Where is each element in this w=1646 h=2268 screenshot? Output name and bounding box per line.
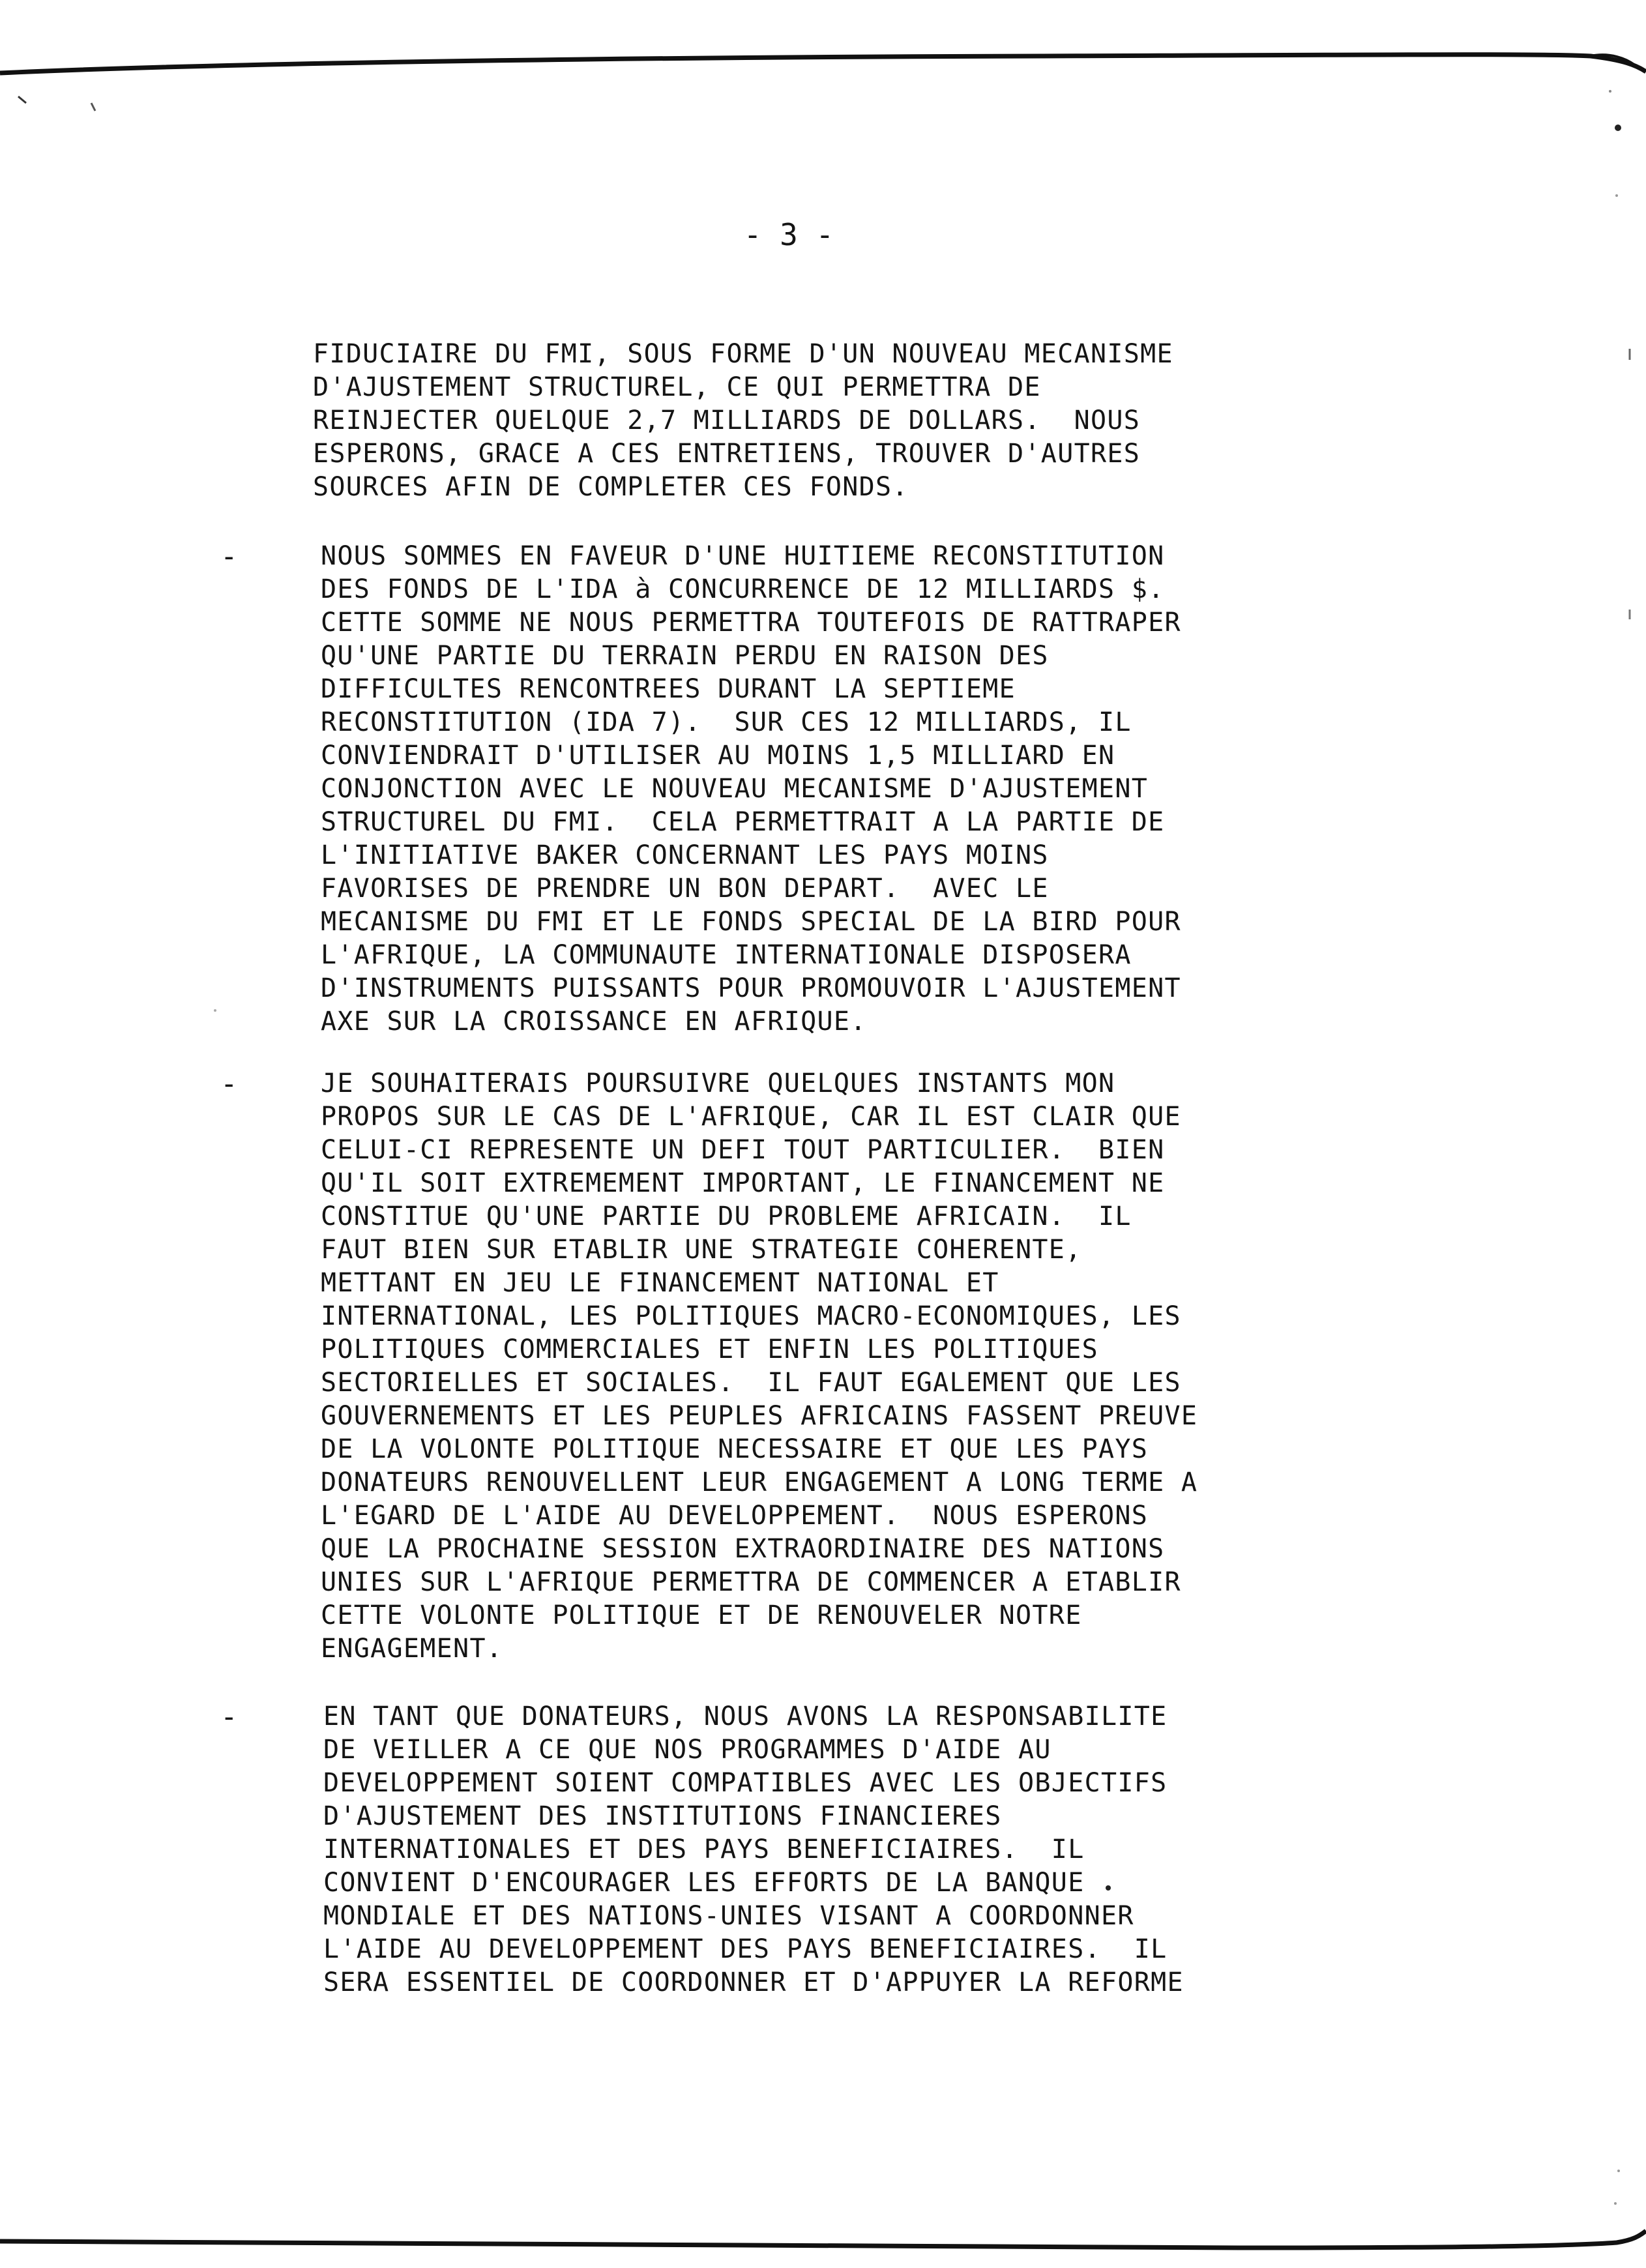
paragraph-donateurs [323, 1700, 1184, 1999]
text-line: CELUI-CI REPRESENTE UN DEFI TOUT PARTICULIER. BIEN [321, 1135, 1165, 1165]
text-line: MECANISME DU FMI ET LE FONDS SPECIAL DE LA BIRD POUR [321, 907, 1181, 937]
text-line: QU'UNE PARTIE DU TERRAIN PERDU EN RAISON DES [321, 641, 1049, 671]
text-line: D'AJUSTEMENT STRUCTUREL, CE QUI PERMETTRA DE [313, 372, 1041, 402]
top-border-line [0, 55, 1646, 73]
text-line: FIDUCIAIRE DU FMI, SOUS FORME D'UN NOUVEAU MECANISME [313, 339, 1173, 369]
bullet-dash: - [220, 540, 238, 573]
text-line: INTERNATIONALES ET DES PAYS BENEFICIAIRES. IL [323, 1834, 1085, 1864]
paragraph-fmi-continuation [313, 338, 1173, 504]
text-line: UNIES SUR L'AFRIQUE PERMETTRA DE COMMENCER A ETABLIR [321, 1567, 1181, 1597]
text-line: SERA ESSENTIEL DE COORDONNER ET D'APPUYER LA REFORME [323, 1967, 1184, 1997]
text-line: DIFFICULTES RENCONTREES DURANT LA SEPTIEME [321, 674, 1016, 704]
text-line: AXE SUR LA CROISSANCE EN AFRIQUE. [321, 1007, 867, 1037]
scan-speck-right-7 [1614, 2202, 1617, 2205]
text-line: STRUCTUREL DU FMI. CELA PERMETTRAIT A LA PARTIE DE [321, 807, 1165, 837]
scan-speck-right-1 [1615, 125, 1621, 131]
text-line: RECONSTITUTION (IDA 7). SUR CES 12 MILLIARDS, IL [321, 707, 1132, 737]
text-line: MONDIALE ET DES NATIONS-UNIES VISANT A COORDONNER [323, 1901, 1134, 1931]
bottom-border-line [0, 2231, 1646, 2248]
text-line: JE SOUHAITERAIS POURSUIVRE QUELQUES INSTANTS MON [321, 1068, 1115, 1098]
paragraph-ida-reconstitution [321, 540, 1181, 1038]
text-line: DEVELOPPEMENT SOIENT COMPATIBLES AVEC LES OBJECTIFS [323, 1768, 1168, 1798]
bullet-dash: - [220, 1067, 238, 1100]
bullet-dash: - [220, 1700, 238, 1733]
page-number: - 3 - [743, 217, 834, 252]
text-line: D'INSTRUMENTS PUISSANTS POUR PROMOUVOIR L'AJUSTEMENT [321, 973, 1181, 1003]
text-line: CETTE SOMME NE NOUS PERMETTRA TOUTEFOIS DE RATTRAPER [321, 608, 1181, 638]
scan-speck-left-1 [214, 1009, 216, 1012]
text-line: CONJONCTION AVEC LE NOUVEAU MECANISME D'AJUSTEMENT [321, 774, 1149, 804]
text-line: DES FONDS DE L'IDA à CONCURRENCE DE 12 MILLIARDS $. [321, 574, 1165, 604]
text-line: CONSTITUE QU'UNE PARTIE DU PROBLEME AFRICAIN. IL [321, 1201, 1132, 1231]
text-line: QU'IL SOIT EXTREMEMENT IMPORTANT, LE FINANCEMENT NE [321, 1168, 1165, 1198]
text-line: FAVORISES DE PRENDRE UN BON DEPART. AVEC LE [321, 874, 1049, 904]
scan-speck-right-4 [1609, 90, 1611, 93]
scan-speck-right-5 [1615, 194, 1618, 197]
text-line: PROPOS SUR LE CAS DE L'AFRIQUE, CAR IL EST CLAIR QUE [321, 1102, 1181, 1132]
text-line: SECTORIELLES ET SOCIALES. IL FAUT EGALEMENT QUE LES [321, 1368, 1181, 1398]
text-line: FAUT BIEN SUR ETABLIR UNE STRATEGIE COHERENTE, [321, 1235, 1082, 1265]
text-line: CONVIENDRAIT D'UTILISER AU MOINS 1,5 MILLIARD EN [321, 741, 1115, 771]
scan-speck-tl-2 [91, 103, 95, 111]
text-line: L'AFRIQUE, LA COMMUNAUTE INTERNATIONALE DISPOSERA [321, 940, 1132, 970]
text-line: EN TANT QUE DONATEURS, NOUS AVONS LA RESPONSABILITE [323, 1701, 1168, 1731]
text-line: NOUS SOMMES EN FAVEUR D'UNE HUITIEME RECONSTITUTION [321, 541, 1165, 571]
text-line: METTANT EN JEU LE FINANCEMENT NATIONAL ET [321, 1268, 999, 1298]
text-line: L'INITIATIVE BAKER CONCERNANT LES PAYS MOINS [321, 840, 1049, 870]
text-line: GOUVERNEMENTS ET LES PEUPLES AFRICAINS FASSENT PREUVE [321, 1401, 1198, 1431]
text-line: SOURCES AFIN DE COMPLETER CES FONDS. [313, 472, 909, 502]
text-line: DE LA VOLONTE POLITIQUE NECESSAIRE ET QUE LES PAYS [321, 1434, 1149, 1464]
text-line: D'AJUSTEMENT DES INSTITUTIONS FINANCIERES [323, 1801, 1002, 1831]
text-line: L'AIDE AU DEVELOPPEMENT DES PAYS BENEFICIAIRES. IL [323, 1934, 1168, 1964]
text-line: ENGAGEMENT. [321, 1634, 503, 1664]
text-line: REINJECTER QUELQUE 2,7 MILLIARDS DE DOLLARS. NOUS [313, 405, 1141, 435]
text-line: CONVIENT D'ENCOURAGER LES EFFORTS DE LA BANQUE [323, 1868, 1085, 1898]
scan-speck-tl-1 [18, 96, 26, 103]
scan-speck-right-6 [1617, 2170, 1620, 2172]
text-line: CETTE VOLONTE POLITIQUE ET DE RENOUVELER NOTRE [321, 1600, 1082, 1630]
text-line: L'EGARD DE L'AIDE AU DEVELOPPEMENT. NOUS ESPERONS [321, 1501, 1149, 1531]
paragraph-afrique [321, 1067, 1198, 1666]
text-line: DE VEILLER A CE QUE NOS PROGRAMMES D'AIDE AU [323, 1735, 1051, 1765]
text-line: QUE LA PROCHAINE SESSION EXTRAORDINAIRE DES NATIONS [321, 1534, 1165, 1564]
text-line: DONATEURS RENOUVELLENT LEUR ENGAGEMENT A LONG TERME A [321, 1467, 1198, 1497]
text-line: ESPERONS, GRACE A CES ENTRETIENS, TROUVER D'AUTRES [313, 439, 1141, 469]
text-line: INTERNATIONAL, LES POLITIQUES MACRO-ECONOMIQUES, LES [321, 1301, 1181, 1331]
text-line: POLITIQUES COMMERCIALES ET ENFIN LES POLITIQUES [321, 1334, 1098, 1364]
